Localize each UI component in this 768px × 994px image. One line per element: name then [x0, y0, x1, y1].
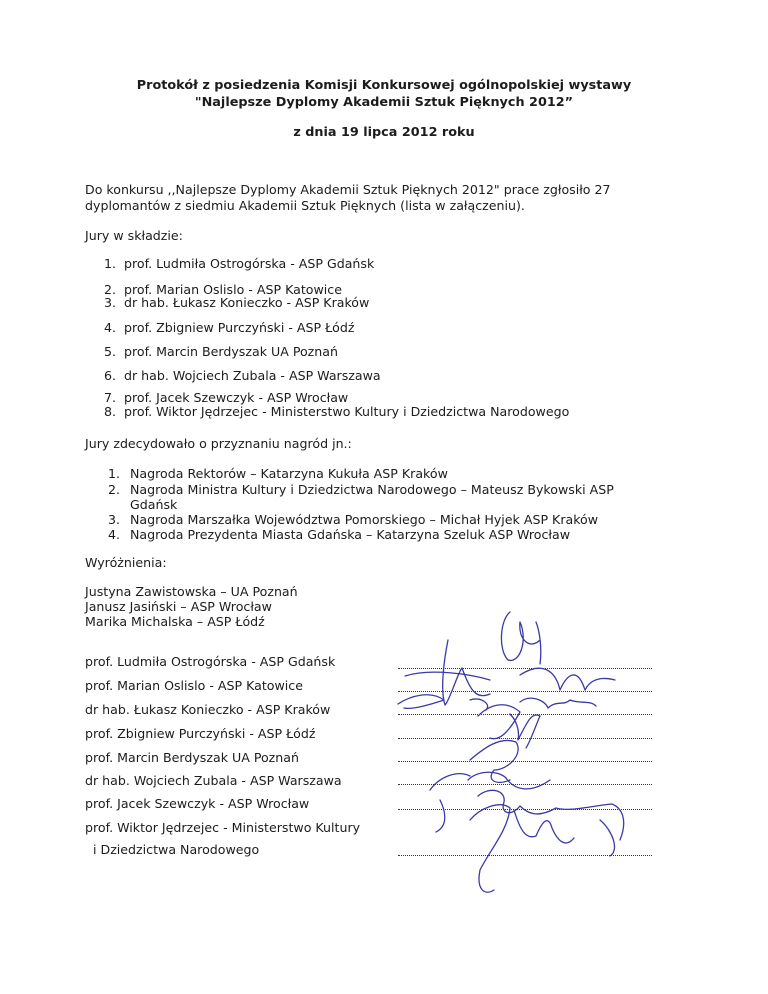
jury-item-text: prof. Jacek Szewczyk - ASP Wrocław — [124, 390, 349, 405]
signature-zubala — [430, 772, 550, 790]
jury-item-text: prof. Wiktor Jędrzejec - Ministerstwo Kultury i Dziedzictwa Narodowego — [124, 404, 570, 419]
jury-item-number: 6. — [104, 368, 117, 383]
jury-item-number: 2. — [104, 282, 117, 297]
jury-item-text: prof. Marian Oslislo - ASP Katowice — [124, 282, 342, 297]
awards-heading: Jury zdecydowało o przyznaniu nagród jn.: — [85, 436, 352, 451]
distinction-item: Marika Michalska – ASP Łódź — [85, 614, 265, 629]
award-item — [108, 527, 571, 543]
award-item-text: Nagroda Prezydenta Miasta Gdańska – Katarzyna Szeluk ASP Wrocław — [130, 527, 571, 542]
award-item-number: 3. — [108, 512, 121, 527]
signatory-name: prof. Ludmiła Ostrogórska - ASP Gdańsk — [85, 654, 336, 669]
signature-line — [398, 854, 652, 856]
signature-line — [398, 713, 652, 715]
distinction-item: Janusz Jasiński – ASP Wrocław — [85, 599, 272, 614]
jury-item — [104, 344, 338, 360]
distinctions-heading: Wyróżnienia: — [85, 555, 167, 570]
signature-line — [398, 667, 652, 669]
signature-oslislo — [405, 668, 615, 690]
signature-line — [398, 760, 652, 762]
jury-item — [104, 404, 570, 420]
award-item — [108, 512, 599, 528]
signature-line — [398, 690, 652, 692]
signatory-name: prof. Marian Oslislo - ASP Katowice — [85, 678, 303, 693]
signatory-name: prof. Wiktor Jędrzejec - Ministerstwo Kultury — [85, 820, 361, 835]
jury-item-number: 4. — [104, 320, 117, 335]
signature-purczynski — [478, 705, 540, 748]
signatory-name: prof. Zbigniew Purczyński - ASP Łódź — [85, 726, 316, 741]
signatory-name: dr hab. Łukasz Konieczko - ASP Kraków — [85, 702, 331, 717]
jury-item-number: 1. — [104, 256, 117, 271]
signature-line — [398, 783, 652, 785]
jury-item-text: prof. Marcin Berdyszak UA Poznań — [124, 344, 338, 359]
jury-item-text: prof. Zbigniew Purczyński - ASP Łódź — [124, 320, 355, 335]
award-item-text: Nagroda Rektorów – Katarzyna Kukuła ASP Kraków — [130, 466, 448, 481]
award-item — [108, 482, 614, 498]
jury-item-text: prof. Ludmiła Ostrogórska - ASP Gdańsk — [124, 256, 375, 271]
signatory-name-continuation: i Dziedzictwa Narodowego — [93, 842, 260, 857]
signature-konieczko — [398, 695, 596, 710]
award-item-continuation: Gdańsk — [130, 497, 178, 512]
jury-item-number: 5. — [104, 344, 117, 359]
award-item-text: Nagroda Ministra Kultury i Dziedzictwa Narodowego – Mateusz Bykowski ASP — [130, 482, 614, 497]
intro-text-line1: Do konkursu ,,Najlepsze Dyplomy Akademii Sztuk Pięknych 2012" prace zgłosiło 27 — [85, 182, 611, 197]
jury-item — [104, 256, 375, 272]
jury-item — [104, 295, 370, 311]
jury-item — [104, 368, 381, 384]
signature-szewczyk — [436, 790, 624, 840]
jury-item-text: dr hab. Łukasz Konieczko - ASP Kraków — [124, 295, 370, 310]
award-item-number: 1. — [108, 466, 121, 481]
signatory-name: dr hab. Wojciech Zubala - ASP Warszawa — [85, 773, 342, 788]
jury-heading: Jury w składzie: — [85, 228, 183, 243]
signature-line — [398, 737, 652, 739]
signature-line — [398, 808, 652, 810]
distinction-item: Justyna Zawistowska – UA Poznań — [85, 584, 298, 599]
award-item-number: 4. — [108, 527, 121, 542]
award-item — [108, 466, 448, 482]
document-title-line2: "Najlepsze Dyplomy Akademii Sztuk Pięknych 2012” — [194, 95, 574, 110]
signature-jedrzejec — [470, 805, 615, 892]
jury-item — [104, 320, 355, 336]
jury-item-number: 7. — [104, 390, 117, 405]
document-date: z dnia 19 lipca 2012 roku — [293, 125, 475, 140]
award-item-text: Nagroda Marszałka Województwa Pomorskiego – Michał Hyjek ASP Kraków — [130, 512, 599, 527]
signatory-name: prof. Jacek Szewczyk - ASP Wrocław — [85, 796, 310, 811]
jury-item-text: dr hab. Wojciech Zubala - ASP Warszawa — [124, 368, 381, 383]
jury-item-number: 3. — [104, 295, 117, 310]
document-title-line1: Protokół z posiedzenia Komisji Konkursowej ogólnopolskiej wystawy — [136, 78, 632, 93]
intro-text-line2: dyplomantów z siedmiu Akademii Sztuk Pięknych (lista w załączeniu). — [85, 198, 525, 213]
award-item-number: 2. — [108, 482, 121, 497]
jury-item-number: 8. — [104, 404, 117, 419]
signatory-name: prof. Marcin Berdyszak UA Poznań — [85, 750, 299, 765]
